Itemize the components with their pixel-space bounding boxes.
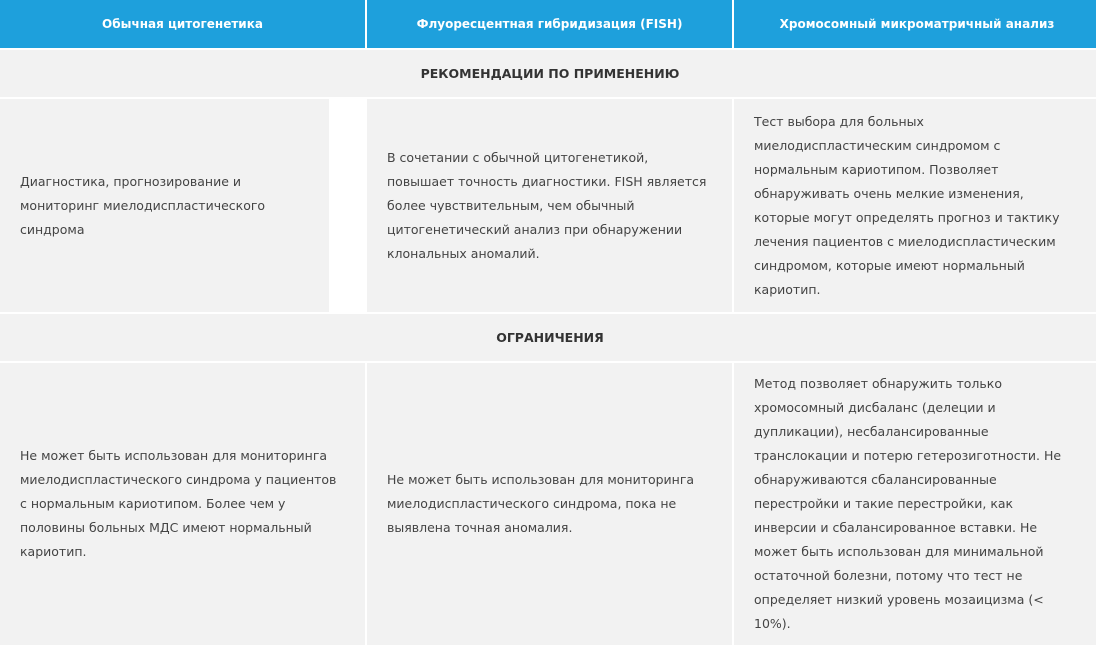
limitation-text: Не может быть использован для мониторинга миелодиспластического синдрома у пациентов с нормальным кариотипом. Более чем у половины больных МДС имеют нормальный кариотип. — [20, 448, 337, 559]
recommendation-cell-conventional — [0, 99, 329, 312]
limitation-text: Метод позволяет обнаружить только хромосомный дисбаланс (делеции и дупликации), несбалансированные транслокации и потерю гетерозиготности. Не обнаруживаются сбалансированные перестройки и такие перестройки, как инверсии и сбалансированное вставки. Не может быть использован для минимальной остаточной болезни, потому что тест не определяет низкий уровень мозаицизма (< 10%). — [754, 376, 1062, 631]
limitation-text: Не может быть использован для мониторинга миелодиспластического синдрома, пока не выявлена точная аномалия. — [387, 472, 695, 535]
recommendation-cell-fish — [367, 99, 732, 312]
recommendation-text: В сочетании с обычной цитогенетикой, повышает точность диагностики. FISH является более чувствительным, чем обычный цитогенетический анализ при обнаружении клональных аномалий. — [387, 149, 707, 261]
header-conventional-cytogenetics: Обычная цитогенетика — [0, 0, 365, 48]
section-title-recommendations: РЕКОМЕНДАЦИИ ПО ПРИМЕНЕНИЮ — [0, 50, 1096, 97]
limitation-cell-microarray — [734, 363, 1096, 645]
recommendation-text: Диагностика, прогнозирование и мониторинг миелодиспластического синдрома — [20, 173, 266, 237]
limitation-cell-conventional — [0, 363, 365, 645]
header-chromosomal-microarray: Хромосомный микроматричный анализ — [734, 0, 1096, 48]
limitation-cell-fish — [367, 363, 732, 645]
recommendation-cell-microarray — [734, 99, 1096, 312]
recommendation-text: Тест выбора для больных миелодиспластическим синдромом с нормальным кариотипом. Позволяет обнаруживать очень мелкие изменения, которые могут определять прогноз и тактику лечения пациентов с миелодиспластическим синдромом, которые имеют нормальный кариотип. — [754, 113, 1060, 297]
header-fish: Флуоресцентная гибридизация (FISH) — [367, 0, 732, 48]
section-title-limitations: ОГРАНИЧЕНИЯ — [0, 314, 1096, 361]
